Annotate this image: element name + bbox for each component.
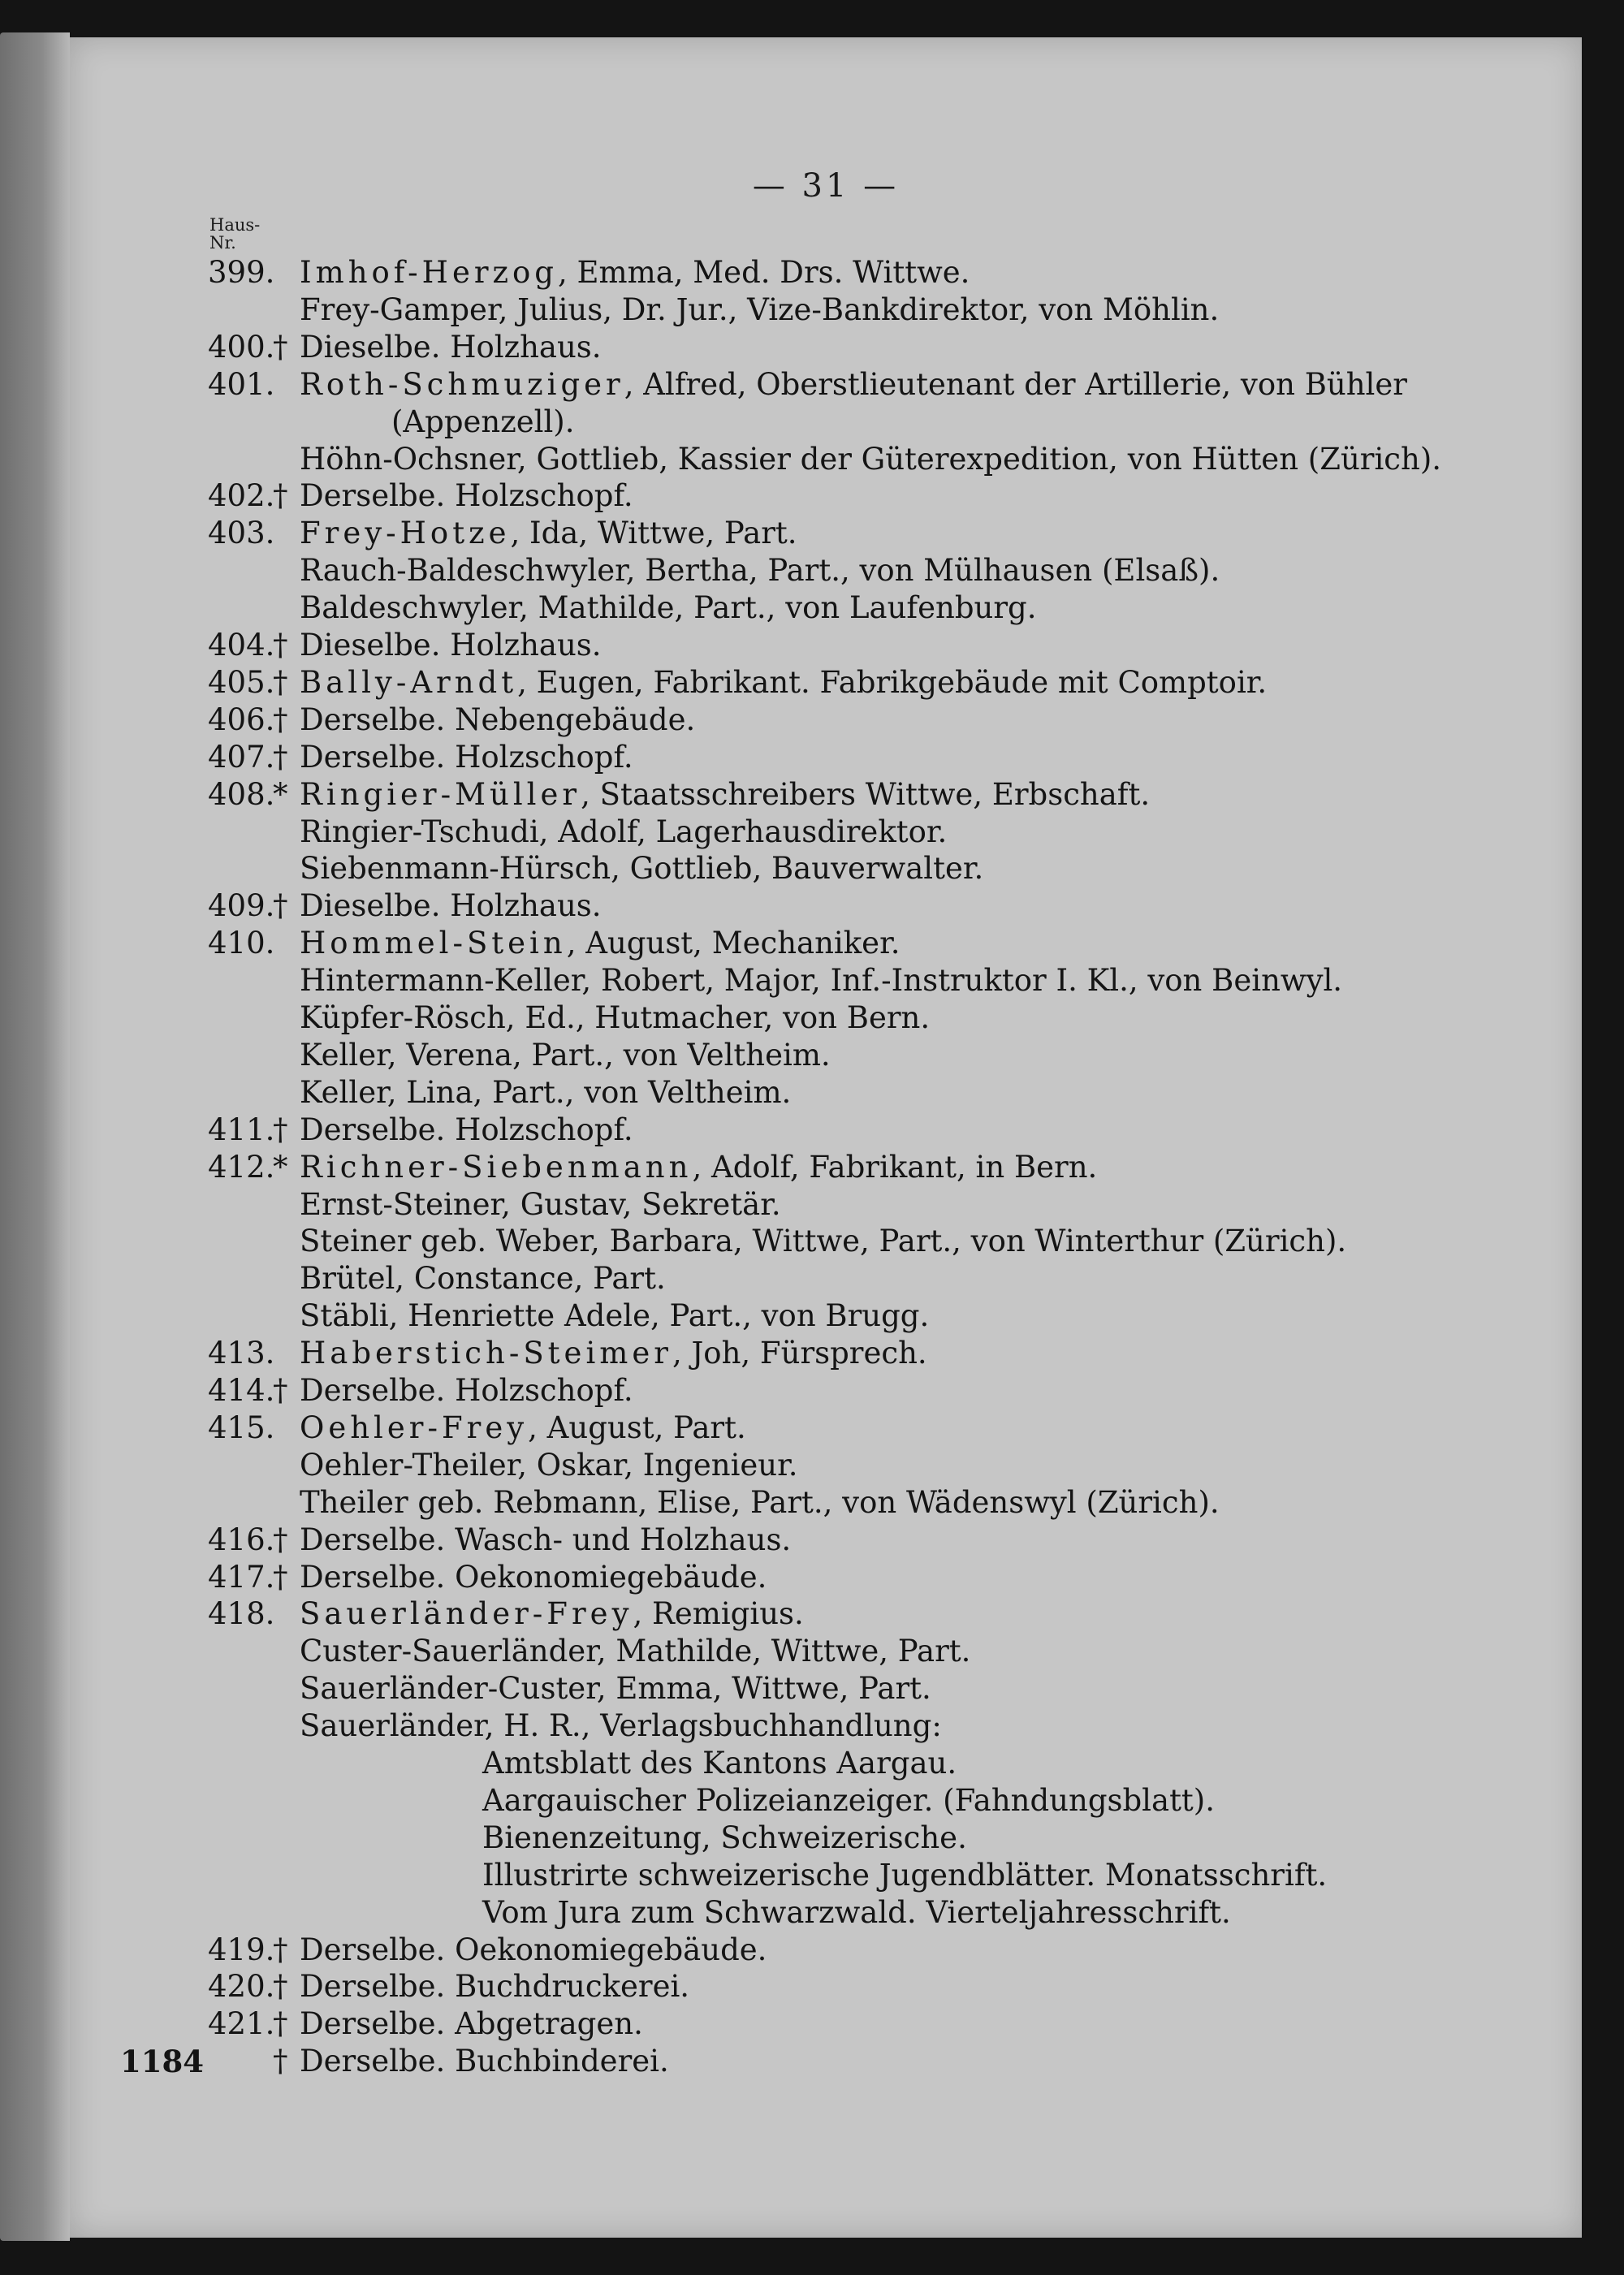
house-number: 409. xyxy=(208,888,275,923)
entry-text xyxy=(300,1298,929,1333)
entry-text xyxy=(300,1336,927,1371)
directory-line xyxy=(70,367,1582,403)
directory-line xyxy=(70,404,1582,440)
entry-details: Dieselbe. Holzhaus. xyxy=(300,628,602,663)
entry-text xyxy=(300,702,695,737)
entry-mark: † xyxy=(273,1373,288,1408)
entry-text xyxy=(300,553,1220,588)
entry-details: Höhn-Ochsner, Gottlieb, Kassier der Güterexpedition, von Hütten (Zürich). xyxy=(300,442,1442,477)
column-header xyxy=(209,216,283,252)
entry-mark: † xyxy=(273,1112,288,1147)
entry-mark: † xyxy=(273,2006,288,2041)
entry-details: Siebenmann-Hürsch, Gottlieb, Bauverwalter. xyxy=(300,851,984,886)
entry-text xyxy=(300,777,1150,812)
entry-details: Derselbe. Oekonomiegebäude. xyxy=(300,1932,767,1967)
house-number: 420. xyxy=(208,1969,275,2004)
directory-line xyxy=(70,1932,1582,1968)
entry-details: , Remigius. xyxy=(633,1596,804,1631)
entry-details: Stäbli, Henriette Adele, Part., von Brugg. xyxy=(300,1298,930,1333)
owner-name: Hommel-Stein xyxy=(300,926,567,961)
entry-text xyxy=(300,1522,791,1557)
directory-line xyxy=(70,1298,1582,1334)
entry-mark: † xyxy=(273,330,288,365)
house-number: 417. xyxy=(208,1560,275,1595)
entry-details: , August, Part. xyxy=(528,1410,746,1445)
entry-details: Oehler-Theiler, Oskar, Ingenieur. xyxy=(300,1448,798,1483)
entry-details: Küpfer-Rösch, Ed., Hutmacher, von Bern. xyxy=(300,1000,931,1035)
column-header-line: Haus- xyxy=(209,215,261,235)
entry-text xyxy=(300,1410,746,1445)
directory-line xyxy=(70,814,1582,850)
entry-text xyxy=(300,367,1407,402)
entry-details: , August, Mechaniker. xyxy=(566,926,901,961)
entry-details: Derselbe. Buchbinderei. xyxy=(300,2044,669,2079)
entry-details: Derselbe. Wasch- und Holzhaus. xyxy=(300,1522,792,1557)
entry-text xyxy=(300,442,1441,477)
entry-details: Dieselbe. Holzhaus. xyxy=(300,888,602,923)
entry-details: Aargauischer Polizeianzeiger. (Fahndungsblatt). xyxy=(482,1783,1216,1818)
directory-line xyxy=(70,1820,1582,1856)
directory-line xyxy=(70,963,1582,999)
entry-mark: † xyxy=(273,888,288,923)
owner-name: Sauerländer-Frey xyxy=(300,1596,633,1631)
directory-line xyxy=(70,1522,1582,1558)
house-number: 415. xyxy=(208,1410,275,1445)
owner-name: Oehler-Frey xyxy=(300,1410,529,1445)
house-number: 410. xyxy=(208,926,275,961)
entry-mark: * xyxy=(273,1150,288,1185)
entry-mark: † xyxy=(273,2044,288,2079)
entry-details: Derselbe. Holzschopf. xyxy=(300,740,633,775)
directory-line xyxy=(70,590,1582,626)
entry-mark: † xyxy=(273,665,288,700)
house-number: 414. xyxy=(208,1373,275,1408)
entry-details: Bienenzeitung, Schweizerische. xyxy=(482,1820,967,1855)
entry-details: Theiler geb. Rebmann, Elise, Part., von Wädenswyl (Zürich). xyxy=(300,1485,1220,1520)
directory-line xyxy=(70,1969,1582,2005)
book-spine-edge xyxy=(0,32,70,2241)
entry-text xyxy=(300,963,1342,998)
house-number: 403. xyxy=(208,516,275,550)
entry-text xyxy=(300,1485,1220,1520)
entry-text xyxy=(300,1038,831,1073)
entry-mark: † xyxy=(273,478,288,513)
entry-text xyxy=(300,516,797,550)
directory-line xyxy=(70,1373,1582,1409)
entry-text xyxy=(300,851,983,886)
directory-line xyxy=(70,1634,1582,1669)
entry-details: Keller, Lina, Part., von Veltheim. xyxy=(300,1075,792,1110)
column-header-line: Nr. xyxy=(209,233,236,253)
directory-line xyxy=(70,1187,1582,1223)
entry-mark: † xyxy=(273,702,288,737)
directory-line xyxy=(70,478,1582,514)
entry-details: Sauerländer-Custer, Emma, Wittwe, Part. xyxy=(300,1671,931,1706)
owner-name: Imhof-Herzog xyxy=(300,255,558,290)
entry-mark: † xyxy=(273,1560,288,1595)
house-number: 402. xyxy=(208,478,275,513)
entry-text xyxy=(300,255,970,290)
entry-details: Steiner geb. Weber, Barbara, Wittwe, Part., von Winterthur (Zürich). xyxy=(300,1224,1347,1258)
entry-text xyxy=(300,2044,669,2079)
house-number: 412. xyxy=(208,1150,275,1185)
entry-details: Amtsblatt des Kantons Aargau. xyxy=(482,1746,957,1781)
entry-text xyxy=(300,1448,798,1483)
entry-mark: † xyxy=(273,628,288,663)
entry-text xyxy=(482,1858,1327,1893)
directory-line xyxy=(70,1224,1582,1259)
entry-text xyxy=(300,1708,942,1743)
entry-details: Derselbe. Oekonomiegebäude. xyxy=(300,1560,767,1595)
entry-text xyxy=(482,1746,957,1781)
entry-details: , Alfred, Oberstlieutenant der Artillerie, von Bühler xyxy=(624,367,1407,402)
directory-line xyxy=(70,255,1582,291)
directory-line xyxy=(70,1336,1582,1371)
house-number: 405. xyxy=(208,665,275,700)
directory-line xyxy=(70,1410,1582,1446)
entry-details: , Eugen, Fabrikant. Fabrikgebäude mit Comptoir. xyxy=(517,665,1268,700)
entry-details: Derselbe. Holzschopf. xyxy=(300,1373,633,1408)
directory-line xyxy=(70,516,1582,551)
house-number: 404. xyxy=(208,628,275,663)
house-number: 401. xyxy=(208,367,275,402)
house-number: 399. xyxy=(208,255,275,290)
entry-details: (Appenzell). xyxy=(391,404,575,439)
entry-text xyxy=(300,814,947,849)
entry-details: , Adolf, Fabrikant, in Bern. xyxy=(692,1150,1098,1185)
entry-details: Frey-Gamper, Julius, Dr. Jur., Vize-Bankdirektor, von Möhlin. xyxy=(300,292,1220,327)
entry-text xyxy=(300,292,1219,327)
entry-details: Derselbe. Buchdruckerei. xyxy=(300,1969,690,2004)
directory-line xyxy=(70,1038,1582,1073)
directory-line xyxy=(70,740,1582,775)
entry-text xyxy=(300,665,1267,700)
page-sheet xyxy=(70,37,1582,2238)
directory-line xyxy=(70,292,1582,328)
directory-line xyxy=(70,665,1582,701)
entry-text xyxy=(300,1596,804,1631)
entry-details: Derselbe. Holzschopf. xyxy=(300,1112,633,1147)
entry-details: Hintermann-Keller, Robert, Major, Inf.-Instruktor I. Kl., von Beinwyl. xyxy=(300,963,1343,998)
house-number: 413. xyxy=(208,1336,275,1371)
entry-details: Derselbe. Nebengebäude. xyxy=(300,702,696,737)
owner-name: Haberstich-Steimer xyxy=(300,1336,672,1371)
directory-line xyxy=(70,777,1582,813)
owner-name: Ringier-Müller xyxy=(300,777,581,812)
entry-mark: † xyxy=(273,1522,288,1557)
entry-text xyxy=(300,1187,781,1222)
owner-name: Frey-Hotze xyxy=(300,516,511,550)
directory-line xyxy=(70,1746,1582,1781)
directory-line xyxy=(70,702,1582,738)
entry-text xyxy=(300,1671,931,1706)
directory-line xyxy=(70,888,1582,924)
entry-text xyxy=(300,1112,633,1147)
entry-details: Dieselbe. Holzhaus. xyxy=(300,330,602,365)
house-number: 421. xyxy=(208,2006,275,2041)
house-number: 400. xyxy=(208,330,275,365)
entry-mark: * xyxy=(273,777,288,812)
entry-details: Sauerländer, H. R., Verlagsbuchhandlung: xyxy=(300,1708,942,1743)
directory-line xyxy=(70,1150,1582,1185)
entry-text xyxy=(300,628,602,663)
directory-line xyxy=(70,1895,1582,1931)
entry-mark: † xyxy=(273,1932,288,1967)
entry-details: Brütel, Constance, Part. xyxy=(300,1261,666,1296)
entry-mark: † xyxy=(273,1969,288,2004)
directory-line xyxy=(70,2006,1582,2042)
directory-line xyxy=(70,2044,1582,2079)
entry-details: , Staatsschreibers Wittwe, Erbschaft. xyxy=(581,777,1151,812)
page-number-header: — 31 — xyxy=(752,167,900,205)
entry-details: , Ida, Wittwe, Part. xyxy=(510,516,797,550)
directory-line xyxy=(70,1000,1582,1036)
entry-text xyxy=(300,1969,689,2004)
entry-details: Keller, Verena, Part., von Veltheim. xyxy=(300,1038,831,1073)
directory-line xyxy=(70,553,1582,589)
house-number: 408. xyxy=(208,777,275,812)
entry-details: Ringier-Tschudi, Adolf, Lagerhausdirektor. xyxy=(300,814,948,849)
directory-line xyxy=(70,1112,1582,1148)
entry-text xyxy=(300,590,1037,625)
directory-line xyxy=(70,1485,1582,1521)
entry-details: , Joh, Fürsprech. xyxy=(672,1336,927,1371)
entry-text xyxy=(482,1783,1215,1818)
entry-text xyxy=(300,888,602,923)
entry-text xyxy=(300,1224,1346,1258)
entry-details: , Emma, Med. Drs. Wittwe. xyxy=(558,255,970,290)
directory-line xyxy=(70,442,1582,477)
directory-line xyxy=(70,1671,1582,1707)
entry-text xyxy=(300,1261,666,1296)
directory-line xyxy=(70,1783,1582,1819)
owner-name: Roth-Schmuziger xyxy=(300,367,624,402)
entry-text xyxy=(300,1560,767,1595)
entry-text xyxy=(300,1932,767,1967)
entry-text xyxy=(300,1634,970,1668)
entry-details: Vom Jura zum Schwarzwald. Vierteljahresschrift. xyxy=(482,1895,1231,1930)
directory-line xyxy=(70,851,1582,887)
directory-line xyxy=(70,1560,1582,1595)
directory-line xyxy=(70,1858,1582,1893)
entry-text xyxy=(300,330,602,365)
entry-text xyxy=(300,926,900,961)
directory-line xyxy=(70,330,1582,365)
entry-text xyxy=(300,1150,1097,1185)
entry-text xyxy=(300,1373,633,1408)
house-number: 416. xyxy=(208,1522,275,1557)
entry-details: Custer-Sauerländer, Mathilde, Wittwe, Part. xyxy=(300,1634,971,1668)
directory-line xyxy=(70,1596,1582,1632)
directory-line xyxy=(70,1448,1582,1483)
entry-mark: † xyxy=(273,740,288,775)
entry-text xyxy=(300,1075,791,1110)
house-number: 411. xyxy=(208,1112,275,1147)
directory-line xyxy=(70,926,1582,961)
directory-line xyxy=(70,1261,1582,1297)
house-number: 407. xyxy=(208,740,275,775)
margin-number: 1184 xyxy=(120,2044,204,2079)
entry-text xyxy=(482,1895,1231,1930)
entry-details: Rauch-Baldeschwyler, Bertha, Part., von Mülhausen (Elsaß). xyxy=(300,553,1220,588)
entry-details: Baldeschwyler, Mathilde, Part., von Laufenburg. xyxy=(300,590,1037,625)
house-number: 419. xyxy=(208,1932,275,1967)
entry-text xyxy=(300,1000,930,1035)
directory-line xyxy=(70,1708,1582,1744)
owner-name: Richner-Siebenmann xyxy=(300,1150,693,1185)
entry-text xyxy=(482,1820,967,1855)
entry-details: Derselbe. Abgetragen. xyxy=(300,2006,643,2041)
entry-text xyxy=(300,740,633,775)
entry-text xyxy=(300,2006,643,2041)
directory-line xyxy=(70,628,1582,663)
directory-line xyxy=(70,1075,1582,1111)
entry-details: Ernst-Steiner, Gustav, Sekretär. xyxy=(300,1187,781,1222)
entry-details: Derselbe. Holzschopf. xyxy=(300,478,633,513)
entry-text xyxy=(300,478,633,513)
owner-name: Bally-Arndt xyxy=(300,665,518,700)
entry-details: Illustrirte schweizerische Jugendblätter. Monatsschrift. xyxy=(482,1858,1328,1893)
house-number: 406. xyxy=(208,702,275,737)
entry-text xyxy=(391,404,575,439)
house-number: 418. xyxy=(208,1596,275,1631)
